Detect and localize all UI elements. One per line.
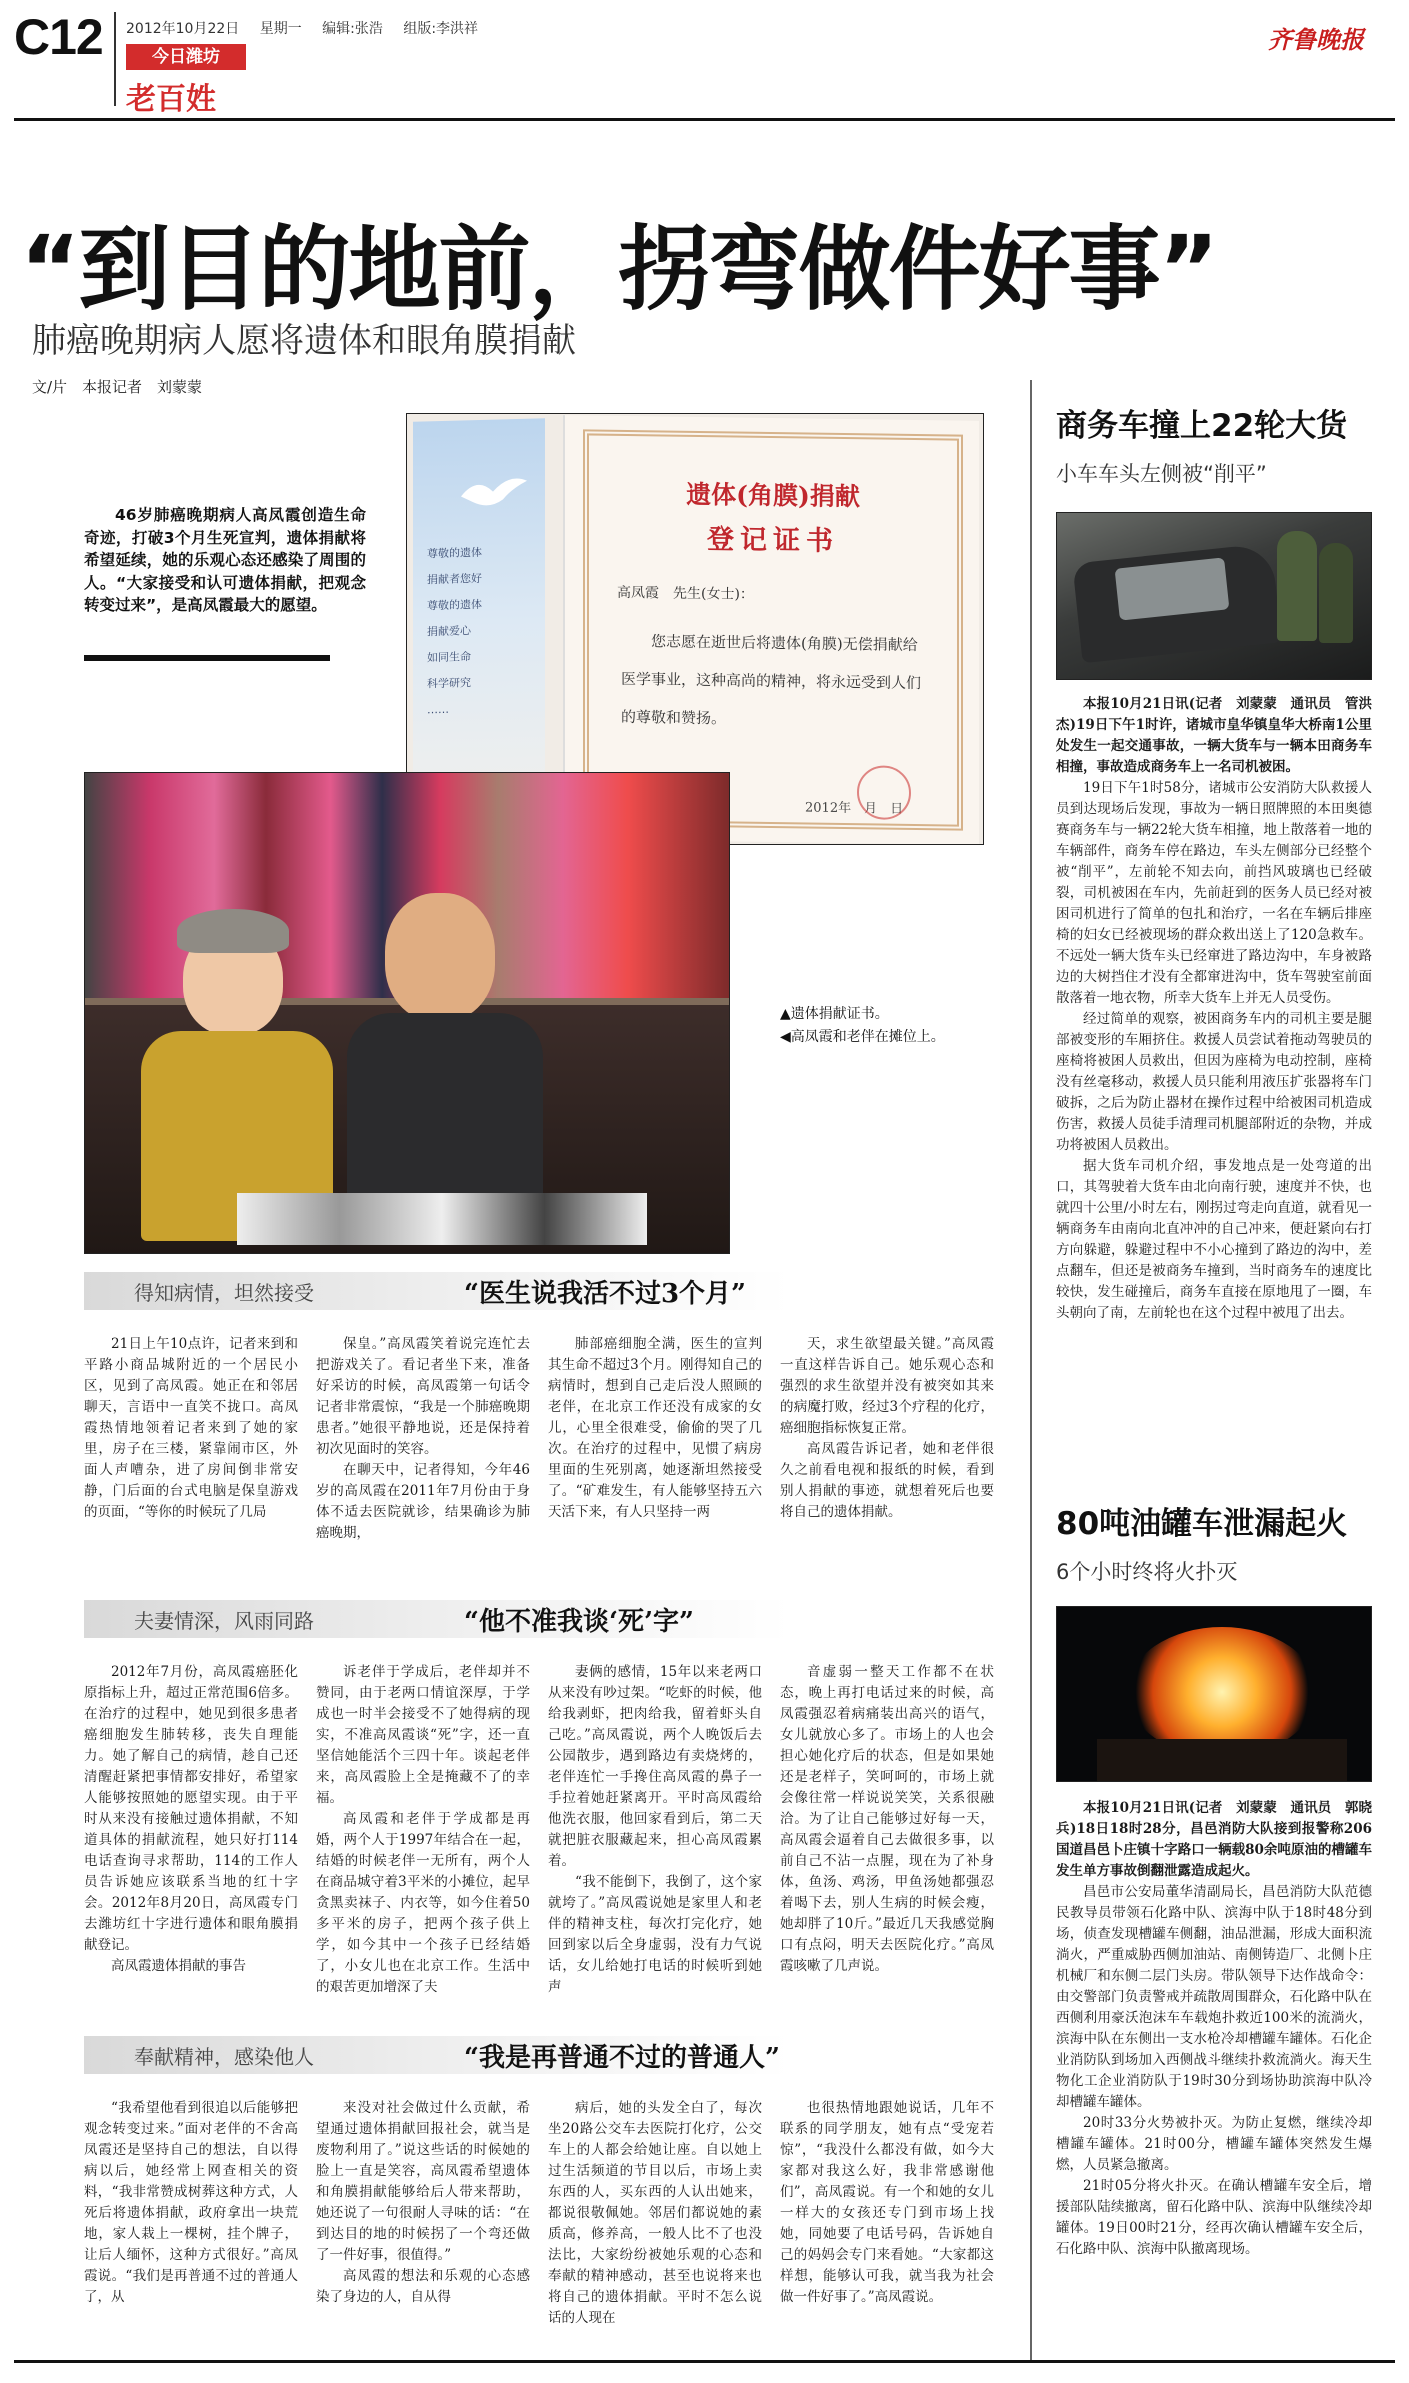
side2-title: 80吨油罐车泄漏起火 bbox=[1056, 1506, 1348, 1542]
paragraph: 肺部癌细胞全满，医生的宣判其生命不超过3个月。刚得知自己的病情时，想到自己走后没人照顾的老伴，在北京工作还没有成家的女儿，心里全很难受，偷偷的哭了几次。在治疗的过程中，见惯了病房里面的生死别离，她逐渐坦然接受了。“矿难发生，有人能够坚持五六天活下来，有人只坚持一两 bbox=[548, 1336, 762, 1520]
rescuer bbox=[1277, 531, 1317, 641]
left-line: …… bbox=[427, 702, 449, 717]
paragraph: 本报10月21日讯(记者 刘蒙蒙 通讯员 郭晓兵)18日18时28分，昌邑消防大队接到报警称206国道昌邑卜庄镇十字路口一辆载80余吨原油的槽罐车发生单方事故倒翻泄露造成起火。 bbox=[1056, 1800, 1372, 1879]
left-line: 科学研究 bbox=[427, 676, 471, 691]
footer-rule bbox=[14, 2360, 1395, 2363]
photo-caption-1: ▲遗体捐献证书。 bbox=[780, 1006, 889, 1022]
paragraph: 2012年7月份，高凤霞癌胚化原指标上升，超过正常范围6倍多。在治疗的过程中，她见到很多患者癌细胞发生肺转移，丧失自理能力。她了解自己的病情，趁自己还清醒赶紧把事情都安排好，希望家人能够按照她的愿望实现。由于平时从来没有接触过遗体捐献，不知道具体的捐献流程，她只好打114电话查询寻求帮助，114的工作人员告诉她应该联系当地的红十字会。2012年8月20日，高凤霞专门去潍坊红十字进行遗体和眼角膜捐献登记。 bbox=[84, 1664, 298, 1953]
subheadline: 肺癌晚期病人愿将遗体和眼角膜捐献 bbox=[32, 321, 576, 361]
section-subtitle-1: “医生说我活不过3个月” bbox=[464, 1278, 747, 1309]
paragraph: 高凤霞的想法和乐观的心态感染了身边的人，自从得 bbox=[316, 2268, 530, 2305]
side1-body bbox=[1056, 694, 1372, 1464]
certificate-body: 您志愿在逝世后将遗体(角膜)无偿捐献给医学事业，这种高尚的精神，将永远受到人们的尊敬和赞扬。 bbox=[621, 632, 922, 728]
s1-col-2 bbox=[316, 1334, 530, 1586]
s3-col-4 bbox=[780, 2098, 994, 2350]
paragraph: “我希望他看到很追以后能够把观念转变过来。”面对老伴的不舍高凤霞还是坚持自己的想法，自以得病以后，她经常上网查相关的资料，“我非常赞成树葬这种方式，人死后将遗体捐献，政府拿出一块荒地，家人栽上一棵树，挂个牌子，让后人缅怀，这种方式很好。”高凤霞说。“我们是再普通不过的普通人了，从 bbox=[84, 2100, 298, 2305]
paragraph: 在聊天中，记者得知，今年46岁的高凤霞在2011年7月份由于身体不适去医院就诊，结果确诊为肺癌晚期， bbox=[316, 1462, 530, 1541]
photo-caption-2: ◀高凤霞和老伴在摊位上。 bbox=[780, 1029, 945, 1045]
paragraph: 据大货车司机介绍，事发地点是一处弯道的出口，其驾驶着大货车由北向南行驶，速度并不快，也就四十公里/小时左右，刚拐过弯走向直道，就看见一辆商务车由南向北直冲冲的自己冲来，便赶紧向右打方向躲避，躲避过程中不小心撞到了路边的沟中，差点翻车，但还是被商务车撞到，当时商务车的速度比较快，发生碰撞后，商务车直接在原地甩了一圈，车头朝向了南，左前轮也在这个过程中被甩了出去。 bbox=[1056, 1158, 1372, 1321]
paragraph: 高凤霞和老伴于学成都是再婚，两个人于1997年结合在一起，结婚的时候老伴一无所有，两个人在商品城守着3平米的小摊位，起早贪黑卖袜子、内衣等，如今住着50多平米的房子，把两个孩子供上学，如今其中一个孩子已经结婚了，小女儿也在北京工作。生活中的艰苦更加增深了夫 bbox=[316, 1811, 530, 1995]
paragraph: 保皇。”高凤霞笑着说完连忙去把游戏关了。看记者坐下来，准备好采访的时候，高凤霞第一句话令记者非常震惊，“我是一个肺癌晚期患者。”她很平静地说，还是保持着初次见面时的笑容。 bbox=[316, 1336, 530, 1457]
layout-editor: 组版:李洪祥 bbox=[403, 21, 479, 37]
paragraph: 本报10月21日讯(记者 刘蒙蒙 通讯员 管洪杰)19日下午1时许，诸城市皇华镇皇华大桥南1公里处发生一起交通事故，一辆大货车与一辆本田商务车相撞，事故造成商务车上一名司机被困。 bbox=[1056, 696, 1372, 775]
dove-icon bbox=[459, 471, 529, 513]
header-divider-vertical bbox=[114, 12, 116, 106]
section-tag-2: 夫妻情深，风雨同路 bbox=[134, 1608, 314, 1633]
s3-col-1 bbox=[84, 2098, 298, 2350]
socks-counter bbox=[237, 1193, 647, 1245]
s3-col-3 bbox=[548, 2098, 762, 2350]
paragraph: 20时33分火势被扑灭。为防止复燃，继续冷却槽罐车罐体。21时00分，槽罐车罐体突然发生爆燃，人员紧急撤离。 bbox=[1056, 2115, 1372, 2173]
paragraph: 音虚弱一整天工作都不在状态，晚上再打电话过来的时候，高凤霞强忍着病痛装出高兴的语气，女儿就放心多了。市场上的人也会担心她化疗后的状态，但是如果她还是老样子，笑呵呵的，市场上就会像往常一样说说笑笑，关系很融洽。为了让自己能够过好每一天，高凤霞会逼着自己去做很多事，以前自己不沾一点腥，现在为了补身体，鱼汤、鸡汤，甲鱼汤她都强忍着喝下去，别人生病的时候会瘦，她却胖了10斤。”最近几天我感觉胸口有点闷，明天去医院化疗。”高凤霞咳嗽了几声说。 bbox=[780, 1664, 994, 1974]
paragraph: 经过简单的观察，被困商务车内的司机主要是腿部被变形的车厢挤住。救援人员尝试着拖动驾驶员的座椅将被困人员救出，但因为座椅为电动控制，座椅没有丝毫移动，救援人员只能利用液压扩张器将车门破拆，之后为防止器材在操作过程中给被困司机造成伤害，救援人员徒手清理司机腿部附近的杂物，并成功将被困人员救出。 bbox=[1056, 1011, 1372, 1153]
certificate-date: 2012年 月 日 bbox=[805, 800, 904, 817]
section-band-3 bbox=[84, 2036, 1024, 2074]
certificate-title: 遗体(角膜)捐献 bbox=[686, 479, 860, 512]
date: 2012年10月22日 bbox=[126, 21, 240, 37]
fire-glow bbox=[1127, 1627, 1317, 1757]
paragraph: 19日下午1时58分，诸城市公安消防大队救援人员到达现场后发现，事故为一辆日照牌照的本田奥德赛商务车与一辆22轮大货车相撞，地上散落着一地的车辆部件，商务车停在路边，车头左侧部分已经整个被“削平”，左前轮不知去向，前挡风玻璃也已经破裂，司机被困在车内，先前赶到的医务人员已经对被困司机进行了简单的包扎和治疗，一名在车辆后排座椅的妇女已经被现场的群众救出送上了120急救车。不远处一辆大货车头已经窜进了路边沟中，车身被路边的大树挡住才没有全都窜进沟中，货车驾驶室前面散落着一地衣物，所幸大货车上并无人员受伤。 bbox=[1056, 780, 1372, 1006]
page-number: C12 bbox=[14, 9, 103, 65]
section-tag-3: 奉献精神，感染他人 bbox=[134, 2044, 314, 2069]
left-line: 如同生命 bbox=[427, 650, 471, 665]
weekday: 星期一 bbox=[259, 21, 302, 37]
s2-col-4 bbox=[780, 1662, 994, 2032]
side2-body bbox=[1056, 1798, 1372, 2350]
section-tag: 今日潍坊 bbox=[126, 44, 246, 70]
section-tag-1: 得知病情，坦然接受 bbox=[134, 1280, 314, 1305]
s1-col-3 bbox=[548, 1334, 762, 1586]
intro-text: 46岁肺癌晚期病人高凤霞创造生命奇迹，打破3个月生死宣判，遗体捐献将希望延续，她的乐观心态还感染了周围的人。“大家接受和认可遗体捐献，把观念转变过来”，是高凤霞最大的愿望。 bbox=[84, 506, 366, 614]
editor: 编辑:张浩 bbox=[322, 21, 383, 37]
paragraph: 来没对社会做过什么贡献，希望通过遗体捐献回报社会，就当是废物利用了。”说这些话的时候她的脸上一直是笑容，高凤霞希望遗体和角膜捐献能够给后人带来帮助，她还说了一句很耐人寻味的话：“在到达目的地的时候拐了一个弯还做了一件好事，很值得。” bbox=[316, 2100, 530, 2263]
car-crash-photo bbox=[1056, 512, 1372, 680]
intro-rule bbox=[84, 655, 330, 661]
section-band-1 bbox=[84, 1272, 1024, 1310]
section-subtitle-2: “他不准我谈‘死’字” bbox=[464, 1606, 695, 1637]
paragraph: 也很热情地跟她说话，几年不联系的同学朋友，她有点“受宠若惊”，“我没什么都没有做，如今大家都对我这么好，我非常感谢他们”，高凤霞说。有一个和她的女儿一样大的女孩还专门到市场上找她，同她要了电话号码，告诉她自己的妈妈会专门来看她。“大家都这样想，能够认可我，就当我为社会做一件好事了。”高凤霞说。 bbox=[780, 2100, 994, 2305]
certificate-seal bbox=[857, 765, 911, 820]
paragraph: 高凤霞告诉记者，她和老伴很久之前看电视和报纸的时候，看到别人捐献的事迹，就想着死后也要将自己的遗体捐献。 bbox=[780, 1441, 994, 1520]
headline: “到目的地前，拐弯做件好事” bbox=[20, 216, 1217, 323]
section-subtitle-3: “我是再普通不过的普通人” bbox=[464, 2042, 780, 2073]
certificate-title-2: 登记证书 bbox=[707, 524, 839, 557]
newspaper-logo: 齐鲁晚报 bbox=[1268, 25, 1364, 54]
couple-photo bbox=[84, 772, 730, 1254]
paragraph: 天，求生欲望最关键。”高凤霞一直这样告诉自己。她乐观心态和强烈的求生欲望并没有被突如其来的病魔打败，经过3个疗程的化疗，癌细胞指标恢复正常。 bbox=[780, 1336, 994, 1436]
left-line: 尊敬的遗体 bbox=[427, 545, 482, 561]
side1-subtitle: 小车车头左侧被“削平” bbox=[1056, 462, 1267, 486]
paragraph: 妻俩的感情，15年以来老两口从来没有吵过架。“吃虾的时候，他给我剥虾，把肉给我，留着虾头自己吃。”高凤霞说，两个人晚饭后去公园散步，遇到路边有卖烧烤的，老伴连忙一手搀住高凤霞的鼻子一手拉着她赶紧离开。平时高凤霞给他洗衣服，他回家看到后，第二天就把脏衣服藏起来，担心高凤霞累着。 bbox=[548, 1664, 762, 1869]
s1-col-4 bbox=[780, 1334, 994, 1586]
certificate-name-line: 高凤霞 先生(女士)： bbox=[617, 584, 754, 603]
paragraph: 诉老伴于学成后，老伴却并不赞同，由于老两口情谊深厚，于学成也一时半会接受不了她得病的现实，不准高凤霞谈“死”字，还一直坚信她能活个三四十年。谈起老伴来，高凤霞脸上全是掩藏不了的幸福。 bbox=[316, 1664, 530, 1806]
paragraph: 21日上午10点许，记者来到和平路小商品城附近的一个居民小区，见到了高凤霞。她正在和邻居聊天，言语中一直笑不拢口。高凤霞热情地领着记者来到了她的家里，房子在三楼，紧靠闹市区，外面人声嘈杂，进了房间倒非常安静，门后面的台式电脑是保皇游戏的页面，“等你的时候玩了几局 bbox=[84, 1336, 298, 1520]
left-line: 捐献者您好 bbox=[427, 571, 482, 587]
man-face bbox=[385, 893, 495, 1021]
woman-hair bbox=[177, 909, 289, 953]
side2-subtitle: 6个小时终将火扑灭 bbox=[1056, 1560, 1238, 1584]
left-line: 尊敬的遗体 bbox=[427, 597, 482, 613]
sidebar-divider bbox=[1030, 380, 1032, 2360]
s2-col-2 bbox=[316, 1662, 530, 2032]
s2-col-1 bbox=[84, 1662, 298, 2032]
paragraph: “我不能倒下，我倒了，这个家就垮了。”高凤霞说她是家里人和老伴的精神支柱，每次打完化疗，她回到家以后全身虚弱，没有力气说话，女儿给她打电话的时候听到她声 bbox=[548, 1874, 762, 1995]
paragraph: 高凤霞遗体捐献的事告 bbox=[111, 1958, 246, 1974]
side1-title: 商务车撞上22轮大货 bbox=[1056, 408, 1348, 444]
s1-col-1 bbox=[84, 1334, 298, 1586]
paragraph: 昌邑市公安局董华清副局长，昌邑消防大队范德民教导员带领石化路中队、滨海中队于18时48分到场，侦查发现槽罐车侧翻，油品泄漏，形成大面积流淌火，严重威胁西侧加油站、南侧铸造厂、北侧卜庄机械厂和东侧二层门头房。带队领导下达作战命令：由交警部门负责警戒并疏散周围群众，石化路中队在西侧利用豪沃泡沫车车载炮扑救近100米的流淌火，滨海中队在东侧出一支水枪冷却槽罐车罐体。石化企业消防队到场加入西侧战斗继续扑救流淌火。海天生物化工企业消防队于19时30分到场协助滨海中队冷却槽罐车罐体。 bbox=[1056, 1884, 1372, 2110]
s3-col-2 bbox=[316, 2098, 530, 2350]
paragraph: 病后，她的头发全白了，每次坐20路公交车去医院打化疗，公交车上的人都会给她让座。自以她上过生活频道的节目以后，市场上卖东西的人，买东西的人认出她来，都说很敬佩她。邻居们都说她的素质高，修养高，一般人比不了也没法比，大家纷纷被她乐观的心态和奉献的精神感动，甚至也说将来也将自己的遗体捐献。平时不怎么说话的人现在 bbox=[548, 2100, 762, 2326]
ground bbox=[1097, 1739, 1347, 1782]
s2-col-3 bbox=[548, 1662, 762, 2032]
certificate-left-lines bbox=[427, 539, 535, 724]
header-date bbox=[126, 18, 478, 38]
left-line: 捐献爱心 bbox=[427, 624, 471, 639]
section-band-2 bbox=[84, 1600, 1024, 1638]
section-title: 老百姓 bbox=[126, 82, 216, 117]
rescuer bbox=[1319, 543, 1353, 643]
header-rule bbox=[14, 118, 1395, 121]
tanker-fire-photo bbox=[1056, 1606, 1372, 1782]
byline: 文/片 本报记者 刘蒙蒙 bbox=[32, 378, 203, 396]
paragraph: 21时05分将火扑灭。在确认槽罐车安全后，增援部队陆续撤离，留石化路中队、滨海中队继续冷却罐体。19日00时21分，经再次确认槽罐车安全后，石化路中队、滨海中队撤离现场。 bbox=[1056, 2178, 1372, 2257]
